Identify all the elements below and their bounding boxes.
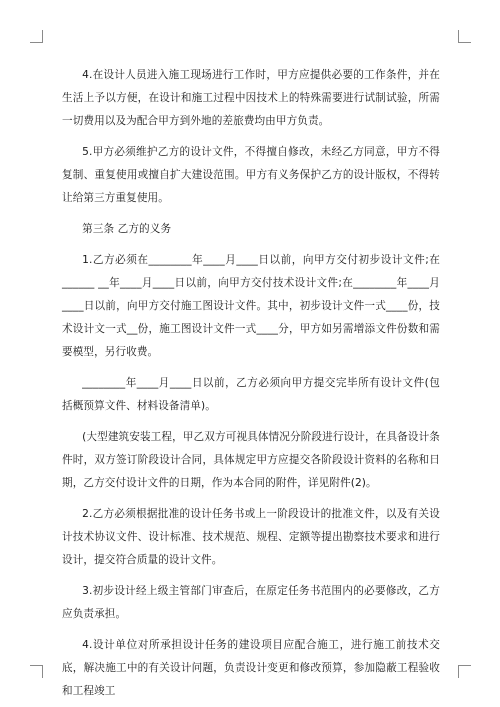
document-body bbox=[62, 64, 440, 703]
paragraph-party-b-item-3: 3.初步设计经上级主管部门审查后，在原定任务书范围内的必要修改，乙方应负责承担。 bbox=[62, 585, 440, 620]
paragraph-party-b-item-2: 2.乙方必须根据批准的设计任务书或上一阶段设计的批准文件，以及有关设计技术协议文件、设计标准、技术规范、规程、定额等提出勘察技术要求和进行设计，提交符合质量的设计文件。 bbox=[62, 508, 440, 566]
paragraph-large-project-note: (大型建筑安装工程，甲乙双方可视具体情况分阶段进行设计，在具备设计条件时，双方签订阶段设计合同，具体规定甲方应提交各阶段设计资料的名称和日期，乙方交付设计文件的日期，作为本合同的附件，详见附件(2)。 bbox=[62, 431, 440, 489]
crop-mark-top-right bbox=[458, 30, 471, 43]
paragraph-party-a-item-4: 4.在设计人员进入施工现场进行工作时，甲方应提供必要的工作条件，并在生活上予以方便，在设计和施工过程中因技术上的特殊需要进行试制试验，所需一切费用以及为配合甲方到外地的差旅费均由甲方负责。 bbox=[62, 69, 440, 127]
paragraph-party-a-item-5: 5.甲方必须维护乙方的设计文件，不得擅自修改，未经乙方同意，甲方不得复制、重复使用或擅自扩大建设范围。甲方有义务保护乙方的设计版权，不得转让给第三方重复使用。 bbox=[62, 146, 440, 204]
paragraph-party-b-item-1: 1.乙方必须在________年____月____日以前，向甲方交付初步设计文件;在______ __年____月____日以前，向甲方交付技术设计文件;在________年____月____日以前，向甲方交付施工图设计文件。其中，初步设计文件一式____份，技术设计文一式__份，施工图设计文件一式____分，甲方如另需增添文件份数和需要模型，另行收费。 bbox=[62, 254, 440, 358]
crop-mark-bottom-left bbox=[30, 665, 43, 678]
section-heading-article-3: 第三条 乙方的义务 bbox=[82, 223, 172, 235]
crop-mark-bottom-right bbox=[458, 665, 471, 678]
paragraph-submission-deadline: ________年____月____日以前，乙方必须向甲方提交完毕所有设计文件(包括概预算文件、材料设备清单)。 bbox=[62, 377, 440, 412]
paragraph-party-b-item-4: 4.设计单位对所承担设计任务的建设项目应配合施工，进行施工前技术交底，解决施工中的有关设计问题，负责设计变更和修改预算，参加隐蔽工程验收和工程竣工 bbox=[62, 639, 440, 697]
crop-mark-top-left bbox=[30, 30, 43, 43]
